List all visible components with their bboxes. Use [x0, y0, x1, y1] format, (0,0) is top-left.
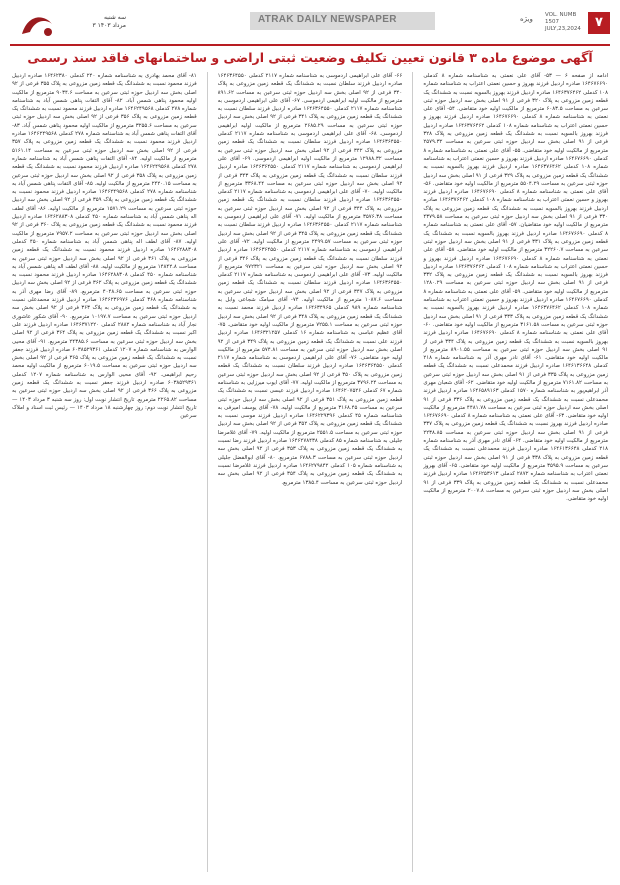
column-text: ۶۶- آقای علی ابراهیمی اردموسی به شناسنامه شماره ۲۱۱۷ کدملی ۱۶۴۶۳۶۴۵۵۰ صادره اردبیل فرزند سلطان نسبت به ششدانگ یک قطعه زمین مزروعی به پلاک ۳۴۰ فرعی از ۹۲ اصلی بخش سه اردبیل حوزه ثبتی سرعین به مساحت ۸۹۱.۶۲ مترمربع از مالکیت اولیه ابراهیمی اردموسی. ۶۷- آقای علی ابراهیمی اردموسی به شناسنامه شماره ۲۱۱۷ کدملی ۱۶۴۶۳۶۴۵۵۰ صادره اردبیل فرزند سلطان نسبت به ششدانگ یک قطعه زمین مزروعی به پلاک ۳۴۱ فرعی از ۹۲ اصلی بخش سه اردبیل حوزه ثبتی سرعین به مساحت ۲۶۸۵.۲۹ مترمربع از مالکیت اولیه ابراهیمی اردموسی. ۶۸- آقای علی ابراهیمی اردموسی به شناسنامه شماره ۲۱۱۷ کدملی ۱۶۴۶۳۶۴۵۵۰ صادره اردبیل فرزند سلطان نسبت به ششدانگ یک قطعه زمین مزروعی به پلاک ۳۴۲ فرعی از ۹۲ اصلی بخش سه اردبیل حوزه ثبتی سرعین به مساحت ۱۲۹۸۸.۳۲ مترمربع از مالکیت اولیه ابراهیمی اردموسی. ۶۹- آقای علی ابراهیمی اردموسی به شناسنامه شماره ۲۱۱۷ کدملی ۱۶۴۶۳۶۴۵۵۰ صادره اردبیل فرزند سلطان نسبت به ششدانگ یک قطعه زمین مزروعی به پلاک ۳۴۳ فرعی از ۹۲ اصلی بخش سه اردبیل حوزه ثبتی سرعین به مساحت ۳۳۶۸.۴۴ مترمربع از مالکیت اولیه. ۷۰- آقای علی ابراهیمی اردموسی به شناسنامه شماره ۲۱۱۷ کدملی ۱۶۴۶۳۶۴۵۵۰ صادره اردبیل فرزند سلطان نسبت به ششدانگ یک قطعه زمین مزروعی به پلاک ۳۴۴ فرعی از ۹۲ اصلی بخش سه اردبیل حوزه ثبتی سرعین به مساحت ۳۵۷۶.۳۸ مترمربع از مالکیت اولیه. ۷۱- آقای علی ابراهیمی اردموسی به شناسنامه شماره ۲۱۱۷ کدملی ۱۶۴۶۳۶۴۵۵۰ صادره اردبیل فرزند سلطان نسبت به ششدانگ یک قطعه زمین مزروعی به پلاک ۳۴۵ فرعی از ۹۲ اصلی بخش سه اردبیل حوزه ثبتی سرعین به مساحت ۲۴۹۹.۵۷ مترمربع از مالکیت اولیه. ۷۲- آقای علی ابراهیمی اردموسی به شناسنامه شماره ۲۱۱۷ کدملی ۱۶۴۶۳۶۴۵۵۰ صادره اردبیل فرزند سلطان نسبت به ششدانگ یک قطعه زمین مزروعی به پلاک ۳۴۶ فرعی از ۹۲ اصلی بخش سه اردبیل حوزه ثبتی سرعین به مساحت ۹۷۲۳۲۱ مترمربع از مالکیت اولیه. ۷۳- آقای علی ابراهیمی اردموسی به شناسنامه شماره ۲۱۱۷ کدملی ۱۶۴۶۳۶۴۵۵۰ صادره اردبیل فرزند سلطان نسبت به ششدانگ یک قطعه زمین مزروعی به پلاک ۳۴۷ فرعی از ۹۲ اصلی بخش سه اردبیل حوزه ثبتی سرعین به مساحت ۱۰۸۷.۶ مترمربع از مالکیت اولیه. ۷۴- آقای سیامک شجاعی وابل به شناسنامه شماره ۹۸۹ کدملی ۱۶۴۶۳۴۹۶۵ صادره اردبیل فرزند محمد نسبت به ششدانگ یک قطعه زمین مزروعی به پلاک ۳۴۸ فرعی از ۹۲ اصلی بخش سه اردبیل حوزه ثبتی سرعین به مساحت ۷۲۵۵.۱ مترمربع از مالکیت اولیه خود متقاضی. ۷۵- آقای عظیم عباسی به شناسنامه شماره ۱۶ کدملی ۱۶۴۶۳۲۱۲۵۷ صادره اردبیل فرزند علی نسبت به ششدانگ یک قطعه زمین مزروعی به پلاک ۳۴۹ فرعی از ۹۲ اصلی بخش سه اردبیل حوزه ثبتی سرعین به مساحت ۵۷۴.۸۱ مترمربع از مالکیت اولیه خود متقاضی. ۷۶- آقای علی ابراهیمی اردموسی به شناسنامه شماره ۲۱۱۷ کدملی ۱۶۴۶۳۶۴۵۵۰ صادره اردبیل فرزند سلطان نسبت به ششدانگ یک قطعه زمین مزروعی به پلاک ۳۵۰ فرعی از ۹۲ اصلی بخش سه اردبیل حوزه ثبتی سرعین به مساحت ۳۷۹۶.۲۴ مترمربع از مالکیت اولیه. ۷۷- آقای ایوب میرزایی به شناسنامه شماره ۶۷ کدملی ۱۶۴۶۲۰۷۵۲۶ صادره اردبیل فرزند عیسی نسبت به ششدانگ یک قطعه زمین مزروعی به پلاک ۳۵۱ فرعی از ۹۲ اصلی بخش سه اردبیل حوزه ثبتی سرعین به مساحت ۳۱۶۸.۴۵ مترمربع از مالکیت اولیه. ۷۸- آقای یوسف امیرفی به شناسنامه شماره ۴۵ کدملی ۱۶۴۶۲۲۹۳۹۶ صادره اردبیل فرزند موسی نسبت به ششدانگ یک قطعه زمین مزروعی به پلاک ۳۵۲ فرعی از ۹۲ اصلی بخش سه اردبیل حوزه ثبتی سرعین به مساحت ۲۵۵۱.۵ مترمربع از مالکیت اولیه. ۷۹- آقای غلامرضا جلیلی به شناسنامه شماره ۸۵ کدملی ۱۶۴۶۲۷۸۴۳۸ صادره اردبیل فرزند رضا نسبت به ششدانگ یک قطعه زمین مزروعی به پلاک ۳۵۳ فرعی از ۹۲ اصلی بخش سه اردبیل حوزه ثبتی سرعین به مساحت ۶۷۸۸.۳ مترمربع. ۸۰- آقای ابوالفضل جلیلی به شناسنامه شماره ۱۰۵ کدملی ۱۶۴۶۲۷۹۸۴۲ صادره اردبیل فرزند غلامرضا نسبت به ششدانگ یک قطعه زمین مزروعی به پلاک ۳۵۴ فرعی از ۹۲ اصلی بخش سه اردبیل حوزه ثبتی سرعین به مساحت ۱۳۸۵.۴ مترمربع.	[217, 73, 403, 486]
column-right	[423, 72, 608, 872]
date-block	[86, 14, 126, 30]
issue-date: JULY,23,2024	[545, 26, 581, 32]
paper-banner: ATRAK DAILY NEWSPAPER	[258, 14, 397, 25]
column-text: ۸۱- آقای محمد بهادری به شناسنامه شماره ۲۴۰ کدملی ۱۶۴۶۲۳۸۰ صادره اردبیل فرزند محمود نسبت به ششدانگ یک قطعه زمین مزروعی به پلاک ۳۵۵ فرعی از ۹۲ اصلی بخش سه اردبیل حوزه ثبتی سرعین به مساحت ۹۰۳۴.۶ مترمربع از مالکیت اولیه محمود پناهی شمس آباد. ۸۲- آقای التفات پناهی شمس آباد به شناسنامه شماره ۲۷۸ کدملی ۱۶۴۶۲۴۹۵۶۸ صادره اردبیل فرزند محمود نسبت به ششدانگ یک قطعه زمین مزروعی به پلاک ۳۵۶ فرعی از ۹۲ اصلی بخش سه اردبیل حوزه ثبتی سرعین به مساحت ۳۲۵۵.۶ مترمربع از مالکیت اولیه محمود پناهی شمس آباد. ۸۳- آقای التفات پناهی شمس آباد به شناسنامه شماره ۲۷۸ کدملی ۱۶۴۶۲۴۹۵۶۸ صادره اردبیل فرزند محمود نسبت به ششدانگ یک قطعه زمین مزروعی به پلاک ۳۵۷ فرعی از ۹۲ اصلی بخش سه اردبیل حوزه ثبتی سرعین به مساحت ۵۱۶۱.۱۴ مترمربع از مالکیت اولیه. ۸۴- آقای التفات پناهی شمس آباد به شناسنامه شماره ۲۷۸ کدملی ۱۶۴۶۲۴۹۵۶۸ صادره اردبیل فرزند محمود نسبت به ششدانگ یک قطعه زمین مزروعی به پلاک ۳۵۸ فرعی از ۹۲ اصلی بخش سه اردبیل حوزه ثبتی سرعین به مساحت ۲۴۲۰.۱۵ مترمربع از مالکیت اولیه. ۸۵- آقای التفات پناهی شمس آباد به شناسنامه شماره ۲۷۸ کدملی ۱۶۴۶۲۴۹۵۶۸ صادره اردبیل فرزند محمود نسبت به ششدانگ یک قطعه زمین مزروعی به پلاک ۳۵۹ فرعی از ۹۲ اصلی بخش سه اردبیل حوزه ثبتی سرعین به مساحت ۱۵۷۱.۲۹ مترمربع از مالکیت اولیه. ۸۶- آقای لطف اله پناهی شمس آباد به شناسنامه شماره ۴۵۰ کدملی ۱۶۴۶۲۸۸۳۰۸ صادره اردبیل فرزند محمود نسبت به ششدانگ یک قطعه زمین مزروعی به پلاک ۳۶۰ فرعی از ۹۲ اصلی بخش سه اردبیل حوزه ثبتی سرعین به مساحت ۷۹۵۷.۲ مترمربع از مالکیت اولیه. ۸۷- آقای لطف اله پناهی شمس آباد به شناسنامه شماره ۴۵۰ کدملی ۱۶۴۶۲۸۸۳۰۸ صادره اردبیل فرزند محمود نسبت به ششدانگ یک قطعه زمین مزروعی به پلاک ۳۶۱ فرعی از ۹۲ اصلی بخش سه اردبیل حوزه ثبتی سرعین به مساحت ۱۴۸۴۲.۸ مترمربع از مالکیت اولیه. ۸۸- آقای لطف اله پناهی شمس آباد به شناسنامه شماره ۴۵۰ کدملی ۱۶۴۶۲۸۸۳۰۸ صادره اردبیل فرزند محمود نسبت به ششدانگ یک قطعه زمین مزروعی به پلاک ۳۶۲ فرعی از ۹۲ اصلی بخش سه اردبیل حوزه ثبتی سرعین به مساحت ۴۰۴۸.۶۵ مترمربع. ۸۹- آقای رضا مهری آذر به شناسنامه شماره ۳۶۸ کدملی ۱۶۴۶۲۳۶۹۷۶ صادره اردبیل فرزند محمدعلی نسبت به ششدانگ یک قطعه زمین مزروعی به پلاک ۳۶۳ فرعی از ۹۲ اصلی بخش سه اردبیل حوزه ثبتی سرعین به مساحت ۱۰۱۹۷.۷ مترمربع. ۹۰- آقای شکور عاشوری نجار آباد به شناسنامه شماره ۲۸۸۲ کدملی ۱۶۴۶۳۷۱۲۲۰ صادره اردبیل فرزند علی اکبر نسبت به ششدانگ یک قطعه زمین مزروعی به پلاک ۳۶۴ فرعی از ۹۲ اصلی بخش سه اردبیل حوزه ثبتی سرعین به مساحت ۲۴۳۸۵.۶ مترمربع. ۹۱- آقای محیی الوارس به شناسنامه شماره ۱۲۰۷ کدملی ۶۰۳۸۵۲۹۳۶۱ صادره اردبیل فرزند جعفر نسبت به ششدانگ یک قطعه زمین مزروعی به پلاک ۳۶۵ فرعی از ۹۲ اصلی بخش سه اردبیل حوزه ثبتی سرعین به مساحت ۶۰۱۹.۵ مترمربع از مالکیت اولیه محمد رحیم ابراهیمی. ۹۲- آقای محیی الوارس به شناسنامه شماره ۱۲۰۷ کدملی ۶۰۳۸۵۲۹۳۶۱ صادره اردبیل فرزند جعفر نسبت به ششدانگ یک قطعه زمین مزروعی به پلاک ۳۶۶ فرعی از ۹۲ اصلی بخش سه اردبیل حوزه ثبتی سرعین به مساحت ۲۲۶۵.۸۲ مترمربع. تاریخ انتشار نوبت اول: روز سه شنبه ۳ مرداد ۱۴۰۳ — تاریخ انتشار نوبت دوم: روز چهارشنبه ۱۸ مرداد ۱۴۰۳ — رئیس ثبت اسناد و املاک سرعین	[11, 73, 197, 420]
header-divider	[10, 44, 610, 46]
column-text: ادامه از صفحه ۶ — ۵۳- آقای علی نعمتی به شناسنامه شماره ۸ کدملی ۱۶۴۶۷۶۶۹۰ صادره اردبیل فرزند بهروز و حسین نعمتی اعتراب به شناسنامه شماره ۱۰۸ کدملی ۱۶۴۶۳۷۶۴۶۲ صادره اردبیل فرزند بهروز بالسویه نسبت به ششدانگ یک قطعه زمین مزروعی به پلاک ۳۲۰ فرعی از ۹۱ اصلی بخش سه اردبیل حوزه ثبتی سرعین به مساحت ۶۰۸۳.۵ مترمربع از مالکیت اولیه خود متقاضی. ۵۴- آقای علی نعمتی به شناسنامه شماره ۸ کدملی ۱۶۴۶۷۶۶۹۰ صادره اردبیل فرزند بهروز و حسین نعمتی اعتراب به شناسنامه شماره ۱۰۸ کدملی ۱۶۴۶۳۷۶۴۶۲ صادره اردبیل فرزند بهروز بالسویه نسبت به ششدانگ یک قطعه زمین مزروعی به پلاک ۳۲۸ فرعی از ۹۱ اصلی بخش سه اردبیل حوزه ثبتی سرعین به مساحت ۲۵۷۹.۳۲ مترمربع از مالکیت اولیه خود متقاضی. ۵۵- آقای علی نعمتی به شناسنامه شماره ۸ کدملی ۱۶۴۶۷۶۶۹۰ صادره اردبیل فرزند بهروز و حسین نعمتی اعتراب به شناسنامه شماره ۱۰۸ کدملی ۱۶۴۶۳۷۶۴۶۲ صادره اردبیل فرزند بهروز بالسویه نسبت به ششدانگ یک قطعه زمین مزروعی به پلاک ۳۲۹ فرعی از ۹۱ اصلی بخش سه اردبیل حوزه ثبتی سرعین به مساحت ۵۵۰۴.۲۹ مترمربع از مالکیت اولیه خود متقاضی. ۵۶- آقای علی نعمتی به شناسنامه شماره ۸ کدملی ۱۶۴۶۷۶۶۹۰ صادره اردبیل فرزند بهروز و حسین نعمتی اعتراب به شناسنامه شماره ۱۰۸ کدملی ۱۶۴۶۳۷۶۴۶۲ صادره اردبیل فرزند بهروز بالسویه نسبت به ششدانگ یک قطعه زمین مزروعی به پلاک ۳۳۰ فرعی از ۹۱ اصلی بخش سه اردبیل حوزه ثبتی سرعین به مساحت ۴۳۷۹.۵۸ مترمربع از مالکیت اولیه خود متقاضیان. ۵۷- آقای علی نعمتی به شناسنامه شماره ۸ کدملی ۱۶۴۶۷۶۶۹۰ صادره اردبیل فرزند بهروز بالسویه نسبت به ششدانگ یک قطعه زمین مزروعی به پلاک ۳۳۱ فرعی از ۹۱ اصلی بخش سه اردبیل حوزه ثبتی سرعین به مساحت ۳۲۲۶۰.۷ مترمربع از مالکیت اولیه خود متقاضی. ۵۸- آقای علی نعمتی به شناسنامه شماره ۸ کدملی ۱۶۴۶۷۶۶۹۰ صادره اردبیل فرزند بهروز و حسین نعمتی اعتراب به شناسنامه شماره ۱۰۸ کدملی ۱۶۴۶۳۷۶۴۶۲ صادره اردبیل فرزند بهروز بالسویه نسبت به ششدانگ یک قطعه زمین مزروعی به پلاک ۳۳۲ فرعی از ۹۱ اصلی بخش سه اردبیل حوزه ثبتی سرعین به مساحت ۱۲۸۰.۲۹ مترمربع از مالکیت اولیه خود متقاضی. ۵۹- آقای علی نعمتی به شناسنامه شماره ۸ کدملی ۱۶۴۶۷۶۶۹۰ صادره اردبیل فرزند بهروز و حسین نعمتی اعتراب به شناسنامه شماره ۱۰۸ کدملی ۱۶۴۶۳۷۶۴۶۲ صادره اردبیل فرزند بهروز بالسویه نسبت به ششدانگ یک قطعه زمین مزروعی به پلاک ۳۳۳ فرعی از ۹۱ اصلی بخش سه اردبیل حوزه ثبتی سرعین به مساحت ۳۱۶۱.۵۸ مترمربع از مالکیت اولیه خود متقاضی. ۶۰- آقای علی نعمتی به شناسنامه شماره ۸ کدملی ۱۶۴۶۷۶۶۹۰ صادره اردبیل فرزند بهروز بالسویه نسبت به ششدانگ یک قطعه زمین مزروعی به پلاک ۳۳۴ فرعی از ۹۱ اصلی بخش سه اردبیل حوزه ثبتی سرعین به مساحت ۸۹۰۱.۵۵ مترمربع از مالکیت اولیه خود متقاضی. ۶۱- آقای نادر مهری آذر به شناسنامه شماره ۲۱۸ کدملی ۱۶۴۶۱۳۶۶۴۸ صادره اردبیل فرزند محمدعلی نسبت به ششدانگ یک قطعه زمین مزروعی به پلاک ۳۳۵ فرعی از ۹۱ اصلی بخش سه اردبیل حوزه ثبتی سرعین به مساحت ۷۱۶۱.۸۲ مترمربع از مالکیت اولیه خود متقاضی. ۶۲- آقای شعبان مهری آذر ابراهیم‌پور به شناسنامه شماره ۱۵۷۰ کدملی ۱۶۴۶۵۸۹۱۶۳ صادره اردبیل فرزند محمدعلی نسبت به ششدانگ یک قطعه زمین مزروعی به پلاک ۳۳۶ فرعی از ۹۱ اصلی بخش سه اردبیل حوزه ثبتی سرعین به مساحت ۴۴۸۱.۷۸ مترمربع از مالکیت اولیه خود متقاضی. ۶۳- آقای علی نعمتی به شناسنامه شماره ۸ کدملی ۱۶۴۶۷۶۶۹۰ صادره اردبیل فرزند بهروز نسبت به ششدانگ یک قطعه زمین مزروعی به پلاک ۳۳۷ فرعی از ۹۱ اصلی بخش سه اردبیل حوزه ثبتی سرعین به مساحت ۲۲۳۸.۸۵ مترمربع از مالکیت اولیه خود متقاضی. ۶۴- آقای نادر مهری آذر به شناسنامه شماره ۲۱۸ کدملی ۱۶۴۶۱۳۶۶۴۸ صادره اردبیل فرزند محمدعلی نسبت به ششدانگ یک قطعه زمین مزروعی به پلاک ۳۳۸ فرعی از ۹۱ اصلی بخش سه اردبیل حوزه ثبتی سرعین به مساحت ۳۵۹۵.۹ مترمربع از مالکیت اولیه خود متقاضی. ۶۵- آقای بهروز نعمتی اعتراب به شناسنامه شماره ۲۸۷۲ کدملی ۱۶۴۶۲۵۳۶۱۳ صادره اردبیل فرزند محمدعلی نسبت به ششدانگ یک قطعه زمین مزروعی به پلاک ۳۳۹ فرعی از ۹۱ اصلی بخش سه اردبیل حوزه ثبتی سرعین به مساحت ۲۰۰۷.۸ مترمربع از مالکیت اولیه خود متقاضی.	[423, 73, 608, 503]
column-divider	[412, 72, 413, 872]
page-number-badge: ۷	[588, 12, 610, 34]
date-label: ۳ مرداد ۱۴۰۳	[92, 22, 126, 29]
vije-label: ویژه	[520, 15, 533, 23]
text-columns	[12, 72, 608, 872]
day-label: سه شنبه	[103, 14, 126, 21]
column-left	[12, 72, 197, 872]
column-divider	[207, 72, 208, 872]
ad-headline: آگهی موضوع ماده ۳ قانون تعیین تکلیف وضعیت ثبتی اراضی و ساختمانهای فاقد سند رسمی	[27, 50, 593, 65]
column-middle	[218, 72, 403, 872]
issue-info	[545, 12, 585, 33]
issue-number: VOL. NUMB 1507	[545, 12, 577, 25]
newspaper-logo-icon	[18, 10, 58, 42]
